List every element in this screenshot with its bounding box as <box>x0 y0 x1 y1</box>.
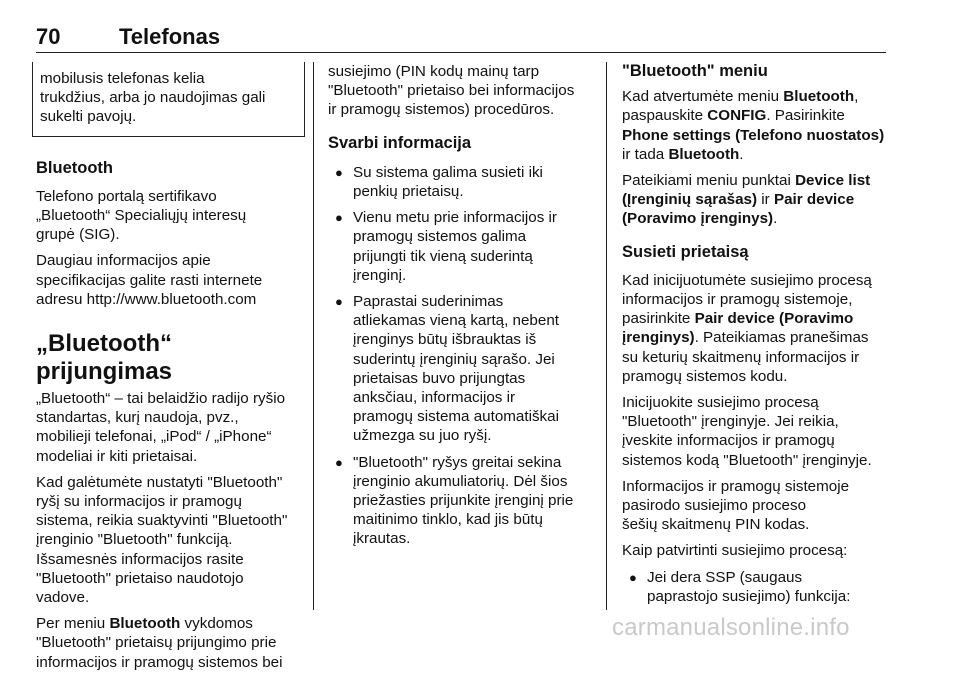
text-line: "Bluetooth" įrenginyje. Jei reikia, <box>622 413 839 431</box>
section-title: „Bluetooth“ prijungimas <box>36 330 173 386</box>
bullet-icon: ● <box>335 294 343 310</box>
menu-term: Bluetooth <box>668 145 740 163</box>
text-line: įrenginį. <box>353 266 407 284</box>
header-rule <box>36 52 886 53</box>
text-line: atliekamas vieną kartą, nebent <box>353 312 559 330</box>
text-run: vykdomos <box>180 615 253 633</box>
menu-term: Pair device (Poravimo <box>694 310 854 328</box>
paragraph <box>622 271 890 386</box>
paragraph <box>36 187 302 245</box>
warning-line: mobilusis telefonas kelia <box>40 70 205 87</box>
text-line: standartas, kurį naudoja, pvz., <box>36 409 239 427</box>
text-line: Kad inicijuotumėte susiejimo procesą <box>622 271 872 289</box>
column-divider <box>606 62 607 610</box>
text-line: sistema, reikia suaktyvinti "Bluetooth" <box>36 512 288 530</box>
text-line: įveskite informacijos ir pramogų <box>622 432 835 450</box>
text-run: . <box>773 210 778 228</box>
text-line: paprastojo susiejimo) funkcija: <box>647 587 851 605</box>
list-item <box>622 568 890 606</box>
bullet-icon: ● <box>335 164 343 180</box>
paragraph <box>622 477 890 535</box>
text-line: adresu http://www.bluetooth.com <box>36 290 257 308</box>
section-heading: "Bluetooth" meniu <box>622 62 768 80</box>
paragraph <box>36 614 302 672</box>
text-line: pramogų sistemos galima <box>353 228 527 246</box>
bullet-icon: ● <box>335 454 343 470</box>
chapter-title: Telefonas <box>119 24 221 49</box>
list-item <box>328 292 596 446</box>
text-run: . Pateikiamas pranešimas <box>694 329 869 347</box>
warning-line: trukdžius, arba jo naudojimas gali <box>40 89 266 107</box>
text-line: šešių skaitmenų PIN kodas. <box>622 516 810 534</box>
text-line: Kad galėtumėte nustatyti "Bluetooth" <box>36 473 283 491</box>
bullet-list <box>328 163 596 549</box>
section-heading: Bluetooth <box>36 158 113 177</box>
menu-term: Bluetooth <box>109 615 181 633</box>
column-right <box>622 62 890 613</box>
text-line: sistemos kodą "Bluetooth" įrenginyje. <box>622 451 872 469</box>
text-run: Kad atvertumėte meniu <box>622 88 784 106</box>
text-line: mobilieji telefonai, „iPod“ / „iPhone“ <box>36 428 272 446</box>
menu-term: įrenginys) <box>622 329 695 347</box>
text-line: informacijos ir pramogų sistemos bei <box>36 653 283 671</box>
text-line: "Bluetooth" prietaisų prijungimo prie <box>36 634 277 652</box>
section-heading: Svarbi informacija <box>328 133 472 152</box>
bullet-list <box>622 568 890 606</box>
text-line: Vienu metu prie informacijos ir <box>353 209 557 227</box>
text-run: . <box>739 145 744 163</box>
column-left <box>36 62 302 679</box>
text-line: "Bluetooth" prietaiso naudotojo <box>36 569 244 587</box>
column-middle <box>328 62 596 556</box>
text-line: ryšį su informacijos ir pramogų <box>36 493 242 511</box>
text-line: anksčiau, informacijos ir <box>353 389 516 407</box>
text-line: suderintų įrenginių sąrašo. Jei <box>353 350 555 368</box>
text-line: įrenginio akumuliatorių. Dėl šios <box>353 472 568 490</box>
text-line: Paprastai suderinimas <box>353 293 504 311</box>
menu-term: Pair device <box>773 191 855 209</box>
paragraph <box>622 87 890 164</box>
text-line: modeliai ir kiti prietaisai. <box>36 447 198 465</box>
text-line: Jei dera SSP (saugaus <box>647 568 803 586</box>
section-heading: Susieti prietaisą <box>622 242 749 261</box>
list-item <box>328 163 596 201</box>
text-line: priežasties prijunkite įrenginį prie <box>353 492 574 510</box>
menu-term: Device list <box>795 172 871 190</box>
menu-term: (Poravimo įrenginys) <box>622 210 774 228</box>
text-run: Per meniu <box>36 615 110 633</box>
text-line: pasirodo susiejimo proceso <box>622 497 807 515</box>
bullet-icon: ● <box>335 210 343 226</box>
text-line: su keturių skaitmenų informacijos ir <box>622 348 860 366</box>
text-line: ir pramogų sistemos) procedūros. <box>328 101 555 119</box>
paragraph: Kaip patvirtinti susiejimo procesą: <box>622 542 848 560</box>
paragraph <box>622 171 890 229</box>
text-line: įrenginio "Bluetooth" funkciją. <box>36 531 233 549</box>
text-line: Su sistema galima susieti iki <box>353 163 543 181</box>
page-number: 70 <box>36 24 61 49</box>
text-line: užmezga su juo ryšį. <box>353 427 492 445</box>
text-line: specifikacijas galite rasti internete <box>36 271 263 289</box>
text-run: . Pasirinkite <box>766 107 845 125</box>
watermark: carmanualsonline.info <box>612 614 850 641</box>
text-line: grupė (SIG). <box>36 226 120 244</box>
text-line: Informacijos ir pramogų sistemoje <box>622 477 850 495</box>
text-line: "Bluetooth" prietaiso bei informacijos <box>328 82 575 100</box>
text-run: Pateikiami meniu punktai <box>622 172 796 190</box>
text-line: vadove. <box>36 589 90 607</box>
menu-term: (Įrenginių sąrašas) <box>622 191 758 209</box>
warning-box <box>32 62 305 137</box>
text-run: , <box>854 88 859 106</box>
text-line: informacijos ir pramogų sistemoje, <box>622 291 853 309</box>
button-term: CONFIG <box>707 107 767 125</box>
warning-line: sukelti pavojų. <box>40 108 137 126</box>
paragraph <box>328 62 596 120</box>
text-run: paspauskite <box>622 107 708 125</box>
text-line: Daugiau informacijos apie <box>36 252 211 270</box>
menu-term: Bluetooth <box>783 88 855 106</box>
text-run: pasirinkite <box>622 310 695 328</box>
paragraph <box>36 251 302 309</box>
text-line: "Bluetooth" ryšys greitai sekina <box>353 453 562 471</box>
text-line: įkrautas. <box>353 530 411 548</box>
text-line: „Bluetooth“ – tai belaidžio radijo ryšio <box>36 390 286 408</box>
text-line: įrenginys būtų išbrauktas iš <box>353 331 537 349</box>
text-run: ir tada <box>622 145 669 163</box>
text-line: prietaisas buvo prijungtas <box>353 369 526 387</box>
text-run: ir <box>757 191 774 209</box>
paragraph <box>36 389 302 466</box>
page-header <box>36 24 886 54</box>
text-line: pramogų sistemos kodu. <box>622 367 788 385</box>
list-item <box>328 453 596 549</box>
text-line: prijungti tik vieną suderintą <box>353 247 533 265</box>
bullet-icon: ● <box>629 569 637 585</box>
text-line: Telefono portalą sertifikavo <box>36 187 217 205</box>
text-line: penkių prietaisų. <box>353 183 464 201</box>
text-line: Išsamesnės informacijos rasite <box>36 550 244 568</box>
column-divider <box>313 62 314 610</box>
text-line: susiejimo (PIN kodų mainų tarp <box>328 63 540 80</box>
menu-term: Phone settings (Telefono nuostatos) <box>622 126 885 144</box>
paragraph <box>36 473 302 607</box>
paragraph <box>622 393 890 470</box>
text-line: maitinimo tinklo, kad jis būtų <box>353 511 543 529</box>
list-item <box>328 208 596 285</box>
text-line: pramogų sistema automatiškai <box>353 408 559 426</box>
text-line: „Bluetooth“ Specialiųjų interesų <box>36 207 247 225</box>
text-line: Inicijuokite susiejimo procesą <box>622 394 819 412</box>
